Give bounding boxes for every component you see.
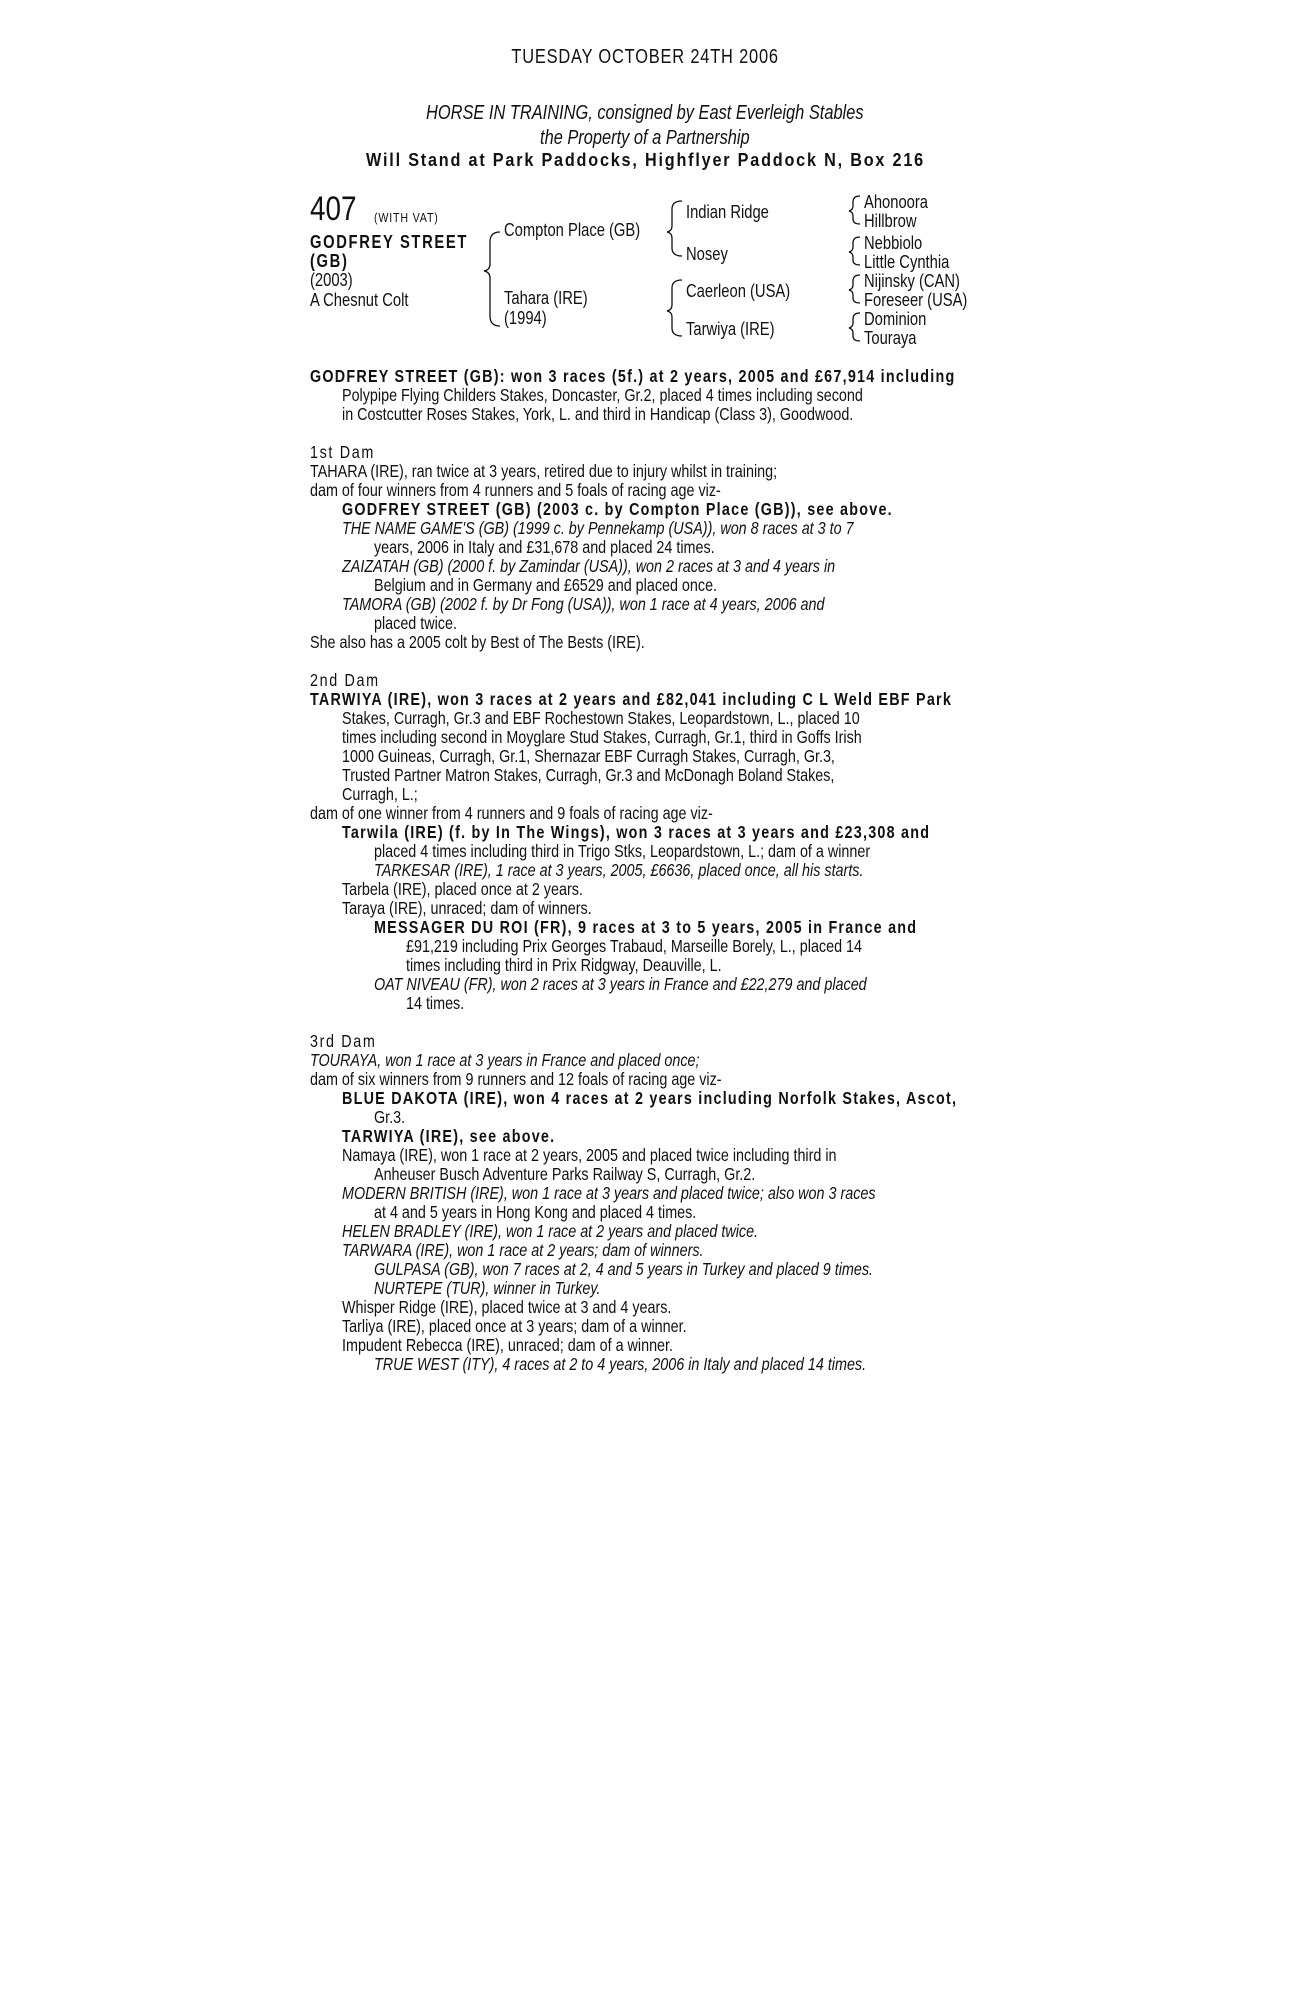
pedigree-gen3-8: Touraya	[864, 328, 917, 348]
second-dam-line: times including third in Prix Ridgway, Deauville, L.	[406, 955, 722, 975]
third-dam-heading: 3rd Dam	[310, 1031, 377, 1051]
third-dam-line: NURTEPE (TUR), winner in Turkey.	[374, 1278, 601, 1298]
horse-name: GODFREY STREET	[310, 232, 469, 252]
first-dam-line: She also has a 2005 colt by Best of The Bests (IRE).	[310, 632, 645, 652]
third-dam-line: Impudent Rebecca (IRE), unraced; dam of a winner.	[342, 1335, 674, 1355]
first-dam-line: TAMORA (GB) (2002 f. by Dr Fong (USA)), won 1 race at 4 years, 2006 and	[342, 594, 825, 614]
pedigree-sire-dam: Nosey	[686, 244, 728, 264]
first-dam-heading: 1st Dam	[310, 442, 375, 462]
third-dam-line: HELEN BRADLEY (IRE), won 1 race at 2 years and placed twice.	[342, 1221, 759, 1241]
pedigree-sire: Compton Place (GB)	[504, 220, 641, 240]
consignment-line: HORSE IN TRAINING, consigned by East Everleigh Stables	[426, 102, 864, 124]
pedigree-gen3-6: Foreseer (USA)	[864, 290, 968, 310]
lot-number: 407	[310, 190, 357, 228]
third-dam-line: dam of six winners from 9 runners and 12 foals of racing age viz-	[310, 1069, 722, 1089]
third-dam-line: MODERN BRITISH (IRE), won 1 race at 3 years and placed twice; also won 3 races	[342, 1183, 876, 1203]
second-dam-line: Tarwila (IRE) (f. by In The Wings), won 3 races at 3 years and £23,308 and	[342, 822, 931, 842]
stand-location: Will Stand at Park Paddocks, Highflyer Paddock N, Box 216	[365, 150, 925, 170]
horse-description: A Chesnut Colt	[310, 290, 409, 310]
second-dam-line: OAT NIVEAU (FR), won 2 races at 3 years in France and £22,279 and placed	[374, 974, 867, 994]
pedigree-dam: Tahara (IRE)	[504, 288, 588, 308]
first-dam-line: Belgium and in Germany and £6529 and placed once.	[374, 575, 718, 595]
second-dam-line: placed 4 times including third in Trigo Stks, Leopardstown, L.; dam of a winner	[374, 841, 871, 861]
second-dam-line: 1000 Guineas, Curragh, Gr.1, Shernazar EBF Curragh Stakes, Curragh, Gr.3,	[342, 746, 835, 766]
horse-country: (GB)	[310, 251, 349, 271]
third-dam-line: Anheuser Busch Adventure Parks Railway S, Curragh, Gr.2.	[374, 1164, 756, 1184]
second-dam-line: £91,219 including Prix Georges Trabaud, Marseille Borely, L., placed 14	[406, 936, 863, 956]
second-dam-line: 14 times.	[406, 993, 465, 1013]
bracket-g2	[849, 237, 860, 265]
second-dam-line: MESSAGER DU ROI (FR), 9 races at 3 to 5 years, 2005 in France and	[374, 917, 918, 937]
first-dam-line: GODFREY STREET (GB) (2003 c. by Compton Place (GB)), see above.	[342, 499, 893, 519]
pedigree-gen3-5: Nijinsky (CAN)	[864, 271, 960, 291]
bracket-g3	[849, 275, 860, 303]
summary-line-1: GODFREY STREET (GB): won 3 races (5f.) at 2 years, 2005 and £67,914 including	[310, 366, 956, 386]
second-dam-heading: 2nd Dam	[310, 670, 380, 690]
second-dam-line: TARWIYA (IRE), won 3 races at 2 years and £82,041 including C L Weld EBF Park	[310, 689, 953, 709]
third-dam-line: TARWIYA (IRE), see above.	[342, 1126, 556, 1146]
first-dam-line: years, 2006 in Italy and £31,678 and placed 24 times.	[374, 537, 715, 557]
third-dam-line: TARWARA (IRE), won 1 race at 2 years; dam of winners.	[342, 1240, 704, 1260]
first-dam-line: THE NAME GAME'S (GB) (1999 c. by Pennekamp (USA)), won 8 races at 3 to 7	[342, 518, 854, 538]
second-dam-line: times including second in Moyglare Stud Stakes, Curragh, Gr.1, third in Goffs Irish	[342, 727, 862, 747]
property-line: the Property of a Partnership	[540, 127, 750, 149]
third-dam-line: BLUE DAKOTA (IRE), won 4 races at 2 years including Norfolk Stakes, Ascot,	[342, 1088, 958, 1108]
pedigree-gen3-7: Dominion	[864, 309, 927, 329]
second-dam-line: TARKESAR (IRE), 1 race at 3 years, 2005, £6636, placed once, all his starts.	[374, 860, 864, 880]
second-dam-line: Curragh, L.;	[342, 784, 418, 804]
first-dam-line: TAHARA (IRE), ran twice at 3 years, retired due to injury whilst in training;	[310, 461, 778, 481]
horse-year: (2003)	[310, 270, 353, 290]
pedigree-dam-sire: Caerleon (USA)	[686, 281, 791, 301]
pedigree-sire-sire: Indian Ridge	[686, 202, 769, 222]
sale-date: TUESDAY OCTOBER 24TH 2006	[511, 46, 779, 68]
bracket-g4	[849, 313, 860, 341]
third-dam-line: TRUE WEST (ITY), 4 races at 2 to 4 years, 2006 in Italy and placed 14 times.	[374, 1354, 867, 1374]
second-dam-line: Tarbela (IRE), placed once at 2 years.	[342, 879, 583, 899]
third-dam-line: Tarliya (IRE), placed once at 3 years; dam of a winner.	[342, 1316, 687, 1336]
bracket-g1	[849, 196, 860, 224]
summary-line-2: Polypipe Flying Childers Stakes, Doncaster, Gr.2, placed 4 times including second	[342, 385, 863, 405]
vat-label: (WITH VAT)	[374, 210, 439, 225]
third-dam-line: at 4 and 5 years in Hong Kong and placed 4 times.	[374, 1202, 697, 1222]
summary-line-3: in Costcutter Roses Stakes, York, L. and third in Handicap (Class 3), Goodwood.	[342, 404, 854, 424]
third-dam-line: Namaya (IRE), won 1 race at 2 years, 2005 and placed twice including third in	[342, 1145, 837, 1165]
pedigree-dam-dam: Tarwiya (IRE)	[686, 319, 775, 339]
third-dam-line: GULPASA (GB), won 7 races at 2, 4 and 5 years in Turkey and placed 9 times.	[374, 1259, 874, 1279]
first-dam-line: dam of four winners from 4 runners and 5 foals of racing age viz-	[310, 480, 721, 500]
pedigree-dam-year: (1994)	[504, 308, 547, 328]
second-dam-line: dam of one winner from 4 runners and 9 foals of racing age viz-	[310, 803, 713, 823]
third-dam-line: TOURAYA, won 1 race at 3 years in France and placed once;	[310, 1050, 700, 1070]
pedigree-gen3-1: Ahonoora	[864, 192, 929, 212]
second-dam-line: Taraya (IRE), unraced; dam of winners.	[342, 898, 592, 918]
bracket-dam	[667, 280, 682, 336]
third-dam-line: Whisper Ridge (IRE), placed twice at 3 and 4 years.	[342, 1297, 672, 1317]
first-dam-line: placed twice.	[374, 613, 457, 633]
pedigree-gen3-2: Hillbrow	[864, 211, 917, 231]
second-dam-line: Stakes, Curragh, Gr.3 and EBF Rochestown Stakes, Leopardstown, L., placed 10	[342, 708, 860, 728]
third-dam-line: Gr.3.	[374, 1107, 406, 1127]
second-dam-line: Trusted Partner Matron Stakes, Curragh, Gr.3 and McDonagh Boland Stakes,	[342, 765, 835, 785]
pedigree-gen3-3: Nebbiolo	[864, 233, 923, 253]
first-dam-line: ZAIZATAH (GB) (2000 f. by Zamindar (USA)), won 2 races at 3 and 4 years in	[342, 556, 836, 576]
pedigree-gen3-4: Little Cynthia	[864, 252, 950, 272]
